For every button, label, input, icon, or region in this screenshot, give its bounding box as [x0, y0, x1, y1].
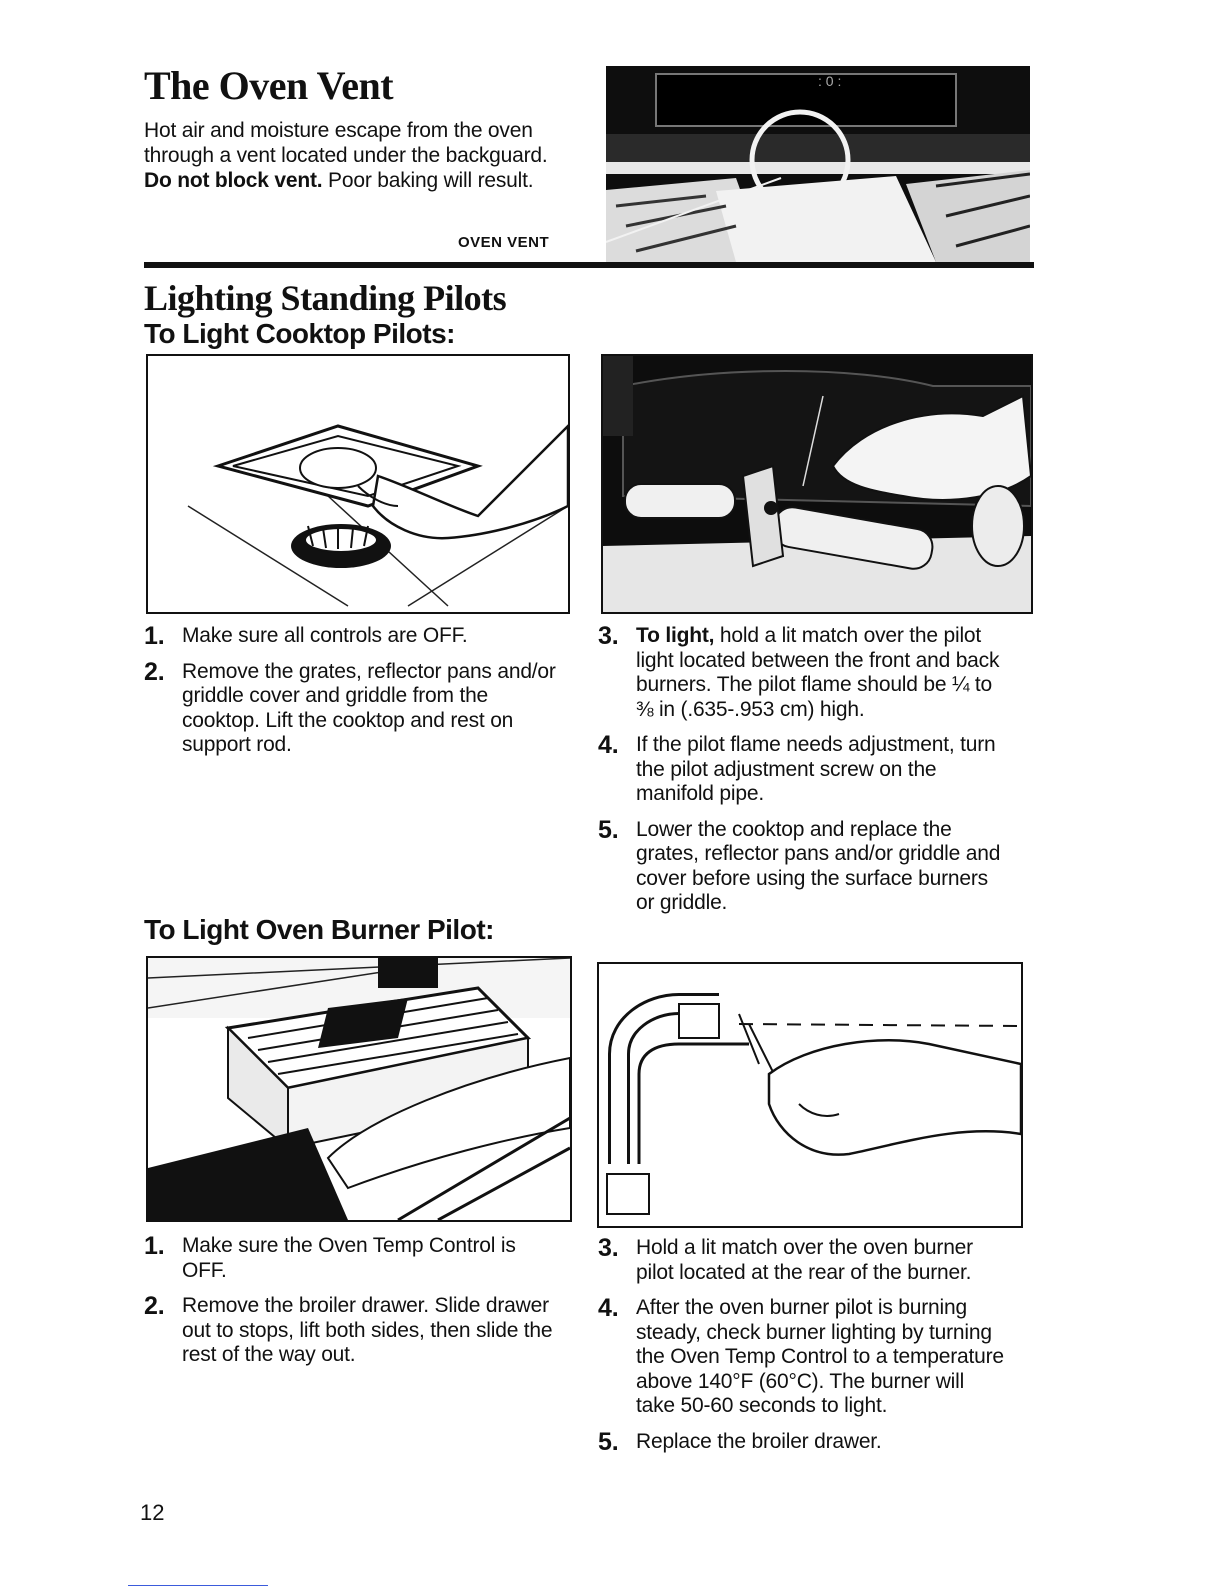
pilot-lighting-drawing: [603, 356, 1031, 612]
step-number: 1.: [144, 622, 165, 650]
oven-step-4: [598, 1296, 1008, 1419]
cooktop-step-4: [598, 733, 1008, 807]
cooktop-step-1: [144, 624, 564, 649]
step-number: 3.: [598, 1234, 619, 1262]
step-text: Remove the broiler drawer. Slide drawer out to stops, lift both sides, then slide the rest of the way out.: [182, 1294, 553, 1366]
cooktop-step-5: [598, 815, 1008, 916]
oven-step-2: [144, 1294, 564, 1368]
cooktop-step-2: [144, 657, 564, 758]
oven-vent-title: The Oven Vent: [144, 63, 394, 108]
step-text: Hold a lit match over the oven burner pilot located at the rear of the burner.: [636, 1236, 973, 1284]
oven-vent-text-plain: Hot air and moisture escape from the oven through a vent located under the backguard.: [144, 119, 548, 167]
oven-pilot-match-illustration: [597, 962, 1023, 1228]
oven-pilot-drawing: [599, 964, 1021, 1226]
pilot-match-illustration: [601, 354, 1033, 614]
step-number: 3.: [598, 622, 619, 650]
oven-vent-warning: Do not block vent.: [144, 169, 323, 192]
oven-steps-right: [598, 1236, 1008, 1465]
broiler-drawer-illustration: [146, 956, 572, 1222]
step-text: Remove the grates, reflector pans and/or griddle cover and griddle from the cooktop. Lift the cooktop and rest on support rod.: [182, 659, 556, 756]
oven-vent-text: [144, 118, 564, 193]
step-text: hold a lit match over the pilot light located between the front and back burners. The pilot flame should be ¼ to ⅜ in (.635-.953 cm) high.: [636, 624, 1000, 721]
oven-step-1: [144, 1234, 564, 1283]
cooktop-grate-illustration: [146, 354, 570, 614]
oven-vent-drawing: [606, 66, 1030, 262]
step-number: 2.: [144, 657, 165, 686]
step-text: After the oven burner pilot is burning steady, check burner lighting by turning the Oven Temp Control to a temperature above 140°F (60°C). The burner will take 50-60 seconds to light.: [636, 1296, 1004, 1417]
cooktop-steps-right: [598, 624, 1008, 927]
step-text: Lower the cooktop and replace the grates, reflector pans and/or griddle and cover before using the surface burners or griddle.: [636, 817, 1001, 914]
step-text: If the pilot flame needs adjustment, turn the pilot adjustment screw on the manifold pipe.: [636, 733, 996, 805]
step-number: 5.: [598, 1427, 619, 1456]
oven-vent-text-after: Poor baking will result.: [322, 169, 534, 192]
oven-step-5: [598, 1427, 1008, 1456]
section-divider: [144, 262, 1034, 268]
step-number: 2.: [144, 1292, 165, 1320]
cooktop-step-3: [598, 624, 1008, 722]
oven-vent-illustration: [606, 66, 1030, 262]
step-emphasis: To light,: [636, 624, 715, 647]
step-text: Replace the broiler drawer.: [636, 1429, 882, 1453]
step-number: 1.: [144, 1232, 165, 1260]
grate-removal-drawing: [148, 356, 568, 612]
svg-text:: 0 :: : 0 :: [818, 73, 842, 89]
pilots-title: Lighting Standing Pilots: [144, 278, 507, 318]
page-number: 12: [140, 1500, 165, 1525]
cooktop-heading: To Light Cooktop Pilots:: [144, 318, 455, 349]
step-text: Make sure all controls are OFF.: [182, 624, 468, 647]
cooktop-steps-left: [144, 624, 564, 769]
oven-steps-left: [144, 1234, 564, 1379]
step-number: 5.: [598, 815, 619, 844]
step-text: Make sure the Oven Temp Control is OFF.: [182, 1234, 516, 1282]
oven-vent-callout: OVEN VENT: [458, 234, 550, 251]
step-number: 4.: [598, 731, 619, 759]
step-number: 4.: [598, 1294, 619, 1322]
oven-step-3: [598, 1236, 1008, 1285]
oven-heading: To Light Oven Burner Pilot:: [144, 914, 494, 945]
broiler-drawer-drawing: [148, 958, 570, 1220]
